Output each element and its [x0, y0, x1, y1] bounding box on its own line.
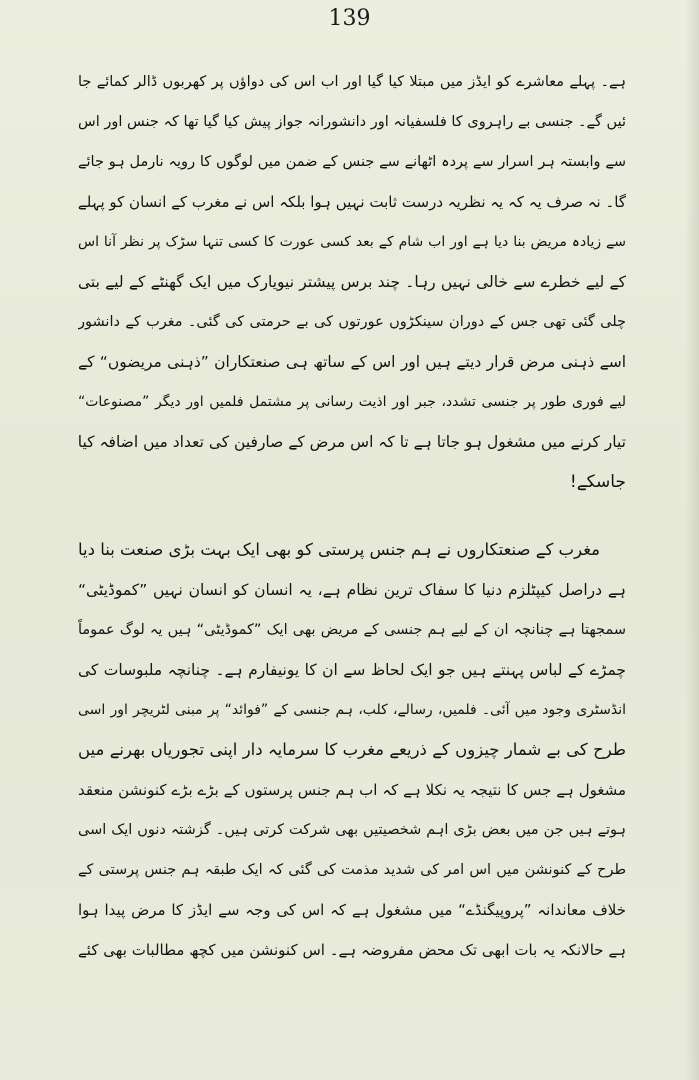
text-line: ئیں گے۔ جنسی بے راہروی کا فلسفیانہ اور دانشورانہ جواز پیش کیا گیا تھا کہ جنس اور اس: [78, 114, 626, 130]
page-binding-shadow: [685, 0, 699, 1080]
paragraph-2: [78, 530, 626, 970]
text-line: جاسکے!: [569, 472, 626, 492]
text-line: مشغول ہے جس کا نتیجہ یہ نکلا ہے کہ اب ہم جنس پرستوں کے بڑے بڑے کنونشن منعقد: [78, 781, 626, 799]
text-line: کے لیے خطرے سے خالی نہیں رہا۔ چند برس پیشتر نیویارک میں ایک گھنٹے کے لیے بتی: [78, 273, 626, 291]
text-line: خلاف معاندانہ ”پروپیگنڈے“ میں مشغول ہے کہ اس کی وجہ سے ایڈز کا مرض پیدا ہوا: [78, 901, 626, 919]
text-line: طرح کے کنونشن میں اس امر کی شدید مذمت کی گئی کہ ایک طبقہ ہم جنس پرستی کے: [78, 862, 626, 878]
text-line: انڈسٹری وجود میں آئی۔ فلمیں، رسالے، کلب، ہم جنسی کے ”فوائد“ پر مبنی لٹریچر اور اسی: [78, 702, 626, 718]
text-line: ہے۔ پہلے معاشرے کو ایڈز میں مبتلا کیا گیا اور اب اس کی دواؤں پر کھربوں ڈالر کمائے جا: [78, 74, 626, 90]
text-line: سے وابستہ ہر اسرار سے پردہ اٹھانے سے جنس کے ضمن میں لوگوں کا رویہ نارمل ہو جائے: [78, 154, 626, 170]
paragraph-1: [78, 62, 626, 502]
page-number: 139: [328, 6, 371, 31]
text-line: ہے حالانکہ یہ بات ابھی تک محض مفروضہ ہے۔ اس کنونشن میں کچھ مطالبات بھی کئے: [78, 941, 626, 959]
text-line: چمڑے کے لباس پہنتے ہیں جو ایک لحاظ سے ان کا یونیفارم ہے۔ چنانچہ ملبوسات کی: [78, 661, 626, 679]
text-line: سے زیادہ مریض بنا دیا ہے اور اب شام کے بعد کسی عورت کا کسی تنہا سڑک پر نظر آنا اس: [78, 234, 626, 250]
text-line: ہے دراصل کیپٹلزم دنیا کا سفاک ترین نظام ہے، یہ انسان کو انسان نہیں ”کموڈیٹی“: [78, 581, 626, 599]
paragraph-gap: [78, 502, 626, 530]
text-line: ہوتے ہیں جن میں بعض بڑی اہم شخصیتیں بھی شرکت کرتی ہیں۔ گزشتہ دنوں ایک اسی: [78, 822, 626, 838]
text-line: طرح کی بے شمار چیزوں کے ذریعے مغرب کا سرمایہ دار اپنی تجوریاں بھرنے میں: [78, 740, 626, 759]
text-line: اسے ذہنی مرض قرار دیتے ہیں اور اس کے ساتھ ہی صنعتکاران ”ذہنی مریضوں“ کے: [78, 353, 626, 371]
text-line: چلی گئی تھی جس کے دوران سینکڑوں عورتوں کی بے حرمتی کی گئی۔ مغرب کے دانشور: [78, 314, 626, 330]
text-line: تیار کرنے میں مشغول ہو جاتا ہے تا کہ اس مرض کے صارفین کی تعداد میں اضافہ کیا: [78, 433, 626, 451]
text-line: لیے فوری طور پر جنسی تشدد، جبر اور اذیت رسانی پر مشتمل فلمیں اور دیگر ”مصنوعات“: [78, 394, 626, 410]
text-line: سمجھتا ہے چنانچہ ان کے لیے ہم جنسی کے مریض بھی ایک ”کموڈیٹی“ ہیں یہ لوگ عموماً: [78, 622, 626, 638]
body-text: [78, 62, 626, 970]
text-line: گا۔ نہ صرف یہ کہ یہ نظریہ درست ثابت نہیں ہوا بلکہ اس نے مغرب کے انسان کو پہلے: [78, 193, 626, 211]
text-line: مغرب کے صنعتکاروں نے ہم جنس پرستی کو بھی ایک بہت بڑی صنعت بنا دیا: [78, 540, 600, 559]
